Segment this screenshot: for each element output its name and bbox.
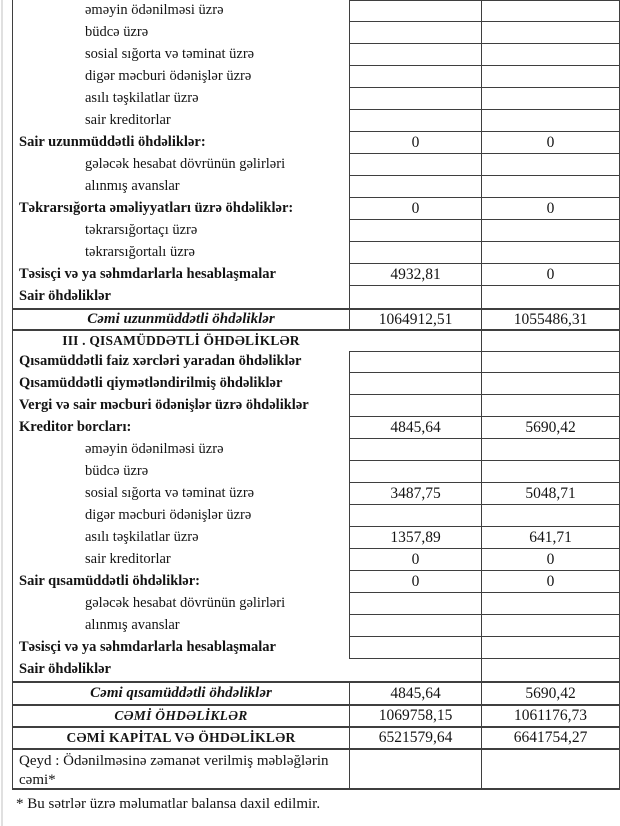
value-cell-previous: 1061176,73: [481, 706, 619, 726]
table-row: [13, 286, 619, 308]
value-cell-current: 0: [349, 571, 481, 593]
table-row: [13, 220, 619, 242]
value-cell-previous: 5048,71: [481, 483, 619, 505]
table-row: [13, 242, 619, 264]
value-cell-current: 1069758,15: [349, 706, 481, 726]
value-cell-current: [349, 439, 481, 461]
row-label: Cəmi uzunmüddətli öhdəliklər: [87, 310, 275, 327]
value-cell-previous: 0: [481, 549, 619, 571]
table-row: [13, 110, 619, 132]
row-label: digər məcburi ödənişlər üzrə: [85, 68, 252, 85]
value-cell-current: 4845,64: [349, 683, 481, 704]
table-row: [13, 505, 619, 527]
value-cell-current: [349, 659, 481, 681]
value-cell-current: [349, 66, 481, 88]
table-row: [13, 527, 619, 549]
table-row: [13, 615, 619, 637]
table-row: [13, 571, 619, 593]
value-cell-current: 0: [349, 549, 481, 571]
row-label: Qısamüddətli qiymətləndirilmiş öhdəliklər: [19, 375, 283, 392]
row-label: sair kreditorlar: [85, 112, 171, 129]
row-label: təkrarsığortalı üzrə: [85, 244, 195, 261]
row-label: asılı təşkilatlar üzrə: [85, 529, 199, 546]
value-cell-current: 1064912,51: [349, 310, 481, 329]
table-row: [13, 44, 619, 66]
table-row: [13, 704, 619, 726]
value-cell-previous: [481, 154, 619, 176]
table-row: [13, 659, 619, 681]
value-cell-previous: [481, 637, 619, 659]
value-cell-current: [349, 461, 481, 483]
row-label: əməyin ödənilməsi üzrə: [85, 441, 224, 458]
row-label: sair kreditorlar: [85, 551, 171, 568]
row-label: sosial sığorta və təminat üzrə: [85, 485, 255, 502]
value-cell-current: 3487,75: [349, 483, 481, 505]
table-row: [13, 726, 619, 748]
value-cell-current: 4932,81: [349, 264, 481, 286]
row-label: alınmış avanslar: [85, 617, 180, 634]
row-label: alınmış avanslar: [85, 178, 180, 195]
row-label: Qeyd : Ödənilməsinə zəmanət verilmiş məbləğlərin cəmi*: [19, 753, 329, 788]
table-row: [13, 66, 619, 88]
table-row: [13, 176, 619, 198]
row-label: büdcə üzrə: [85, 24, 149, 41]
value-cell-previous: 0: [481, 571, 619, 593]
table-row: [13, 681, 619, 704]
row-label: Qısamüddətli faiz xərcləri yaradan öhdəliklər: [19, 353, 302, 370]
value-cell-previous: [481, 331, 619, 351]
value-cell-previous: [481, 242, 619, 264]
value-cell-previous: [481, 373, 619, 395]
value-cell-current: [349, 176, 481, 198]
row-label: Vergi və sair məcburi ödənişlər üzrə öhdəliklər: [19, 397, 309, 414]
value-cell-current: [349, 44, 481, 66]
value-cell-previous: [481, 351, 619, 373]
value-cell-current: [349, 0, 481, 22]
row-label: Cəmi qısamüddətli öhdəliklər: [90, 684, 272, 701]
value-cell-previous: [481, 286, 619, 308]
balance-table: [12, 0, 620, 790]
value-cell-current: 4845,64: [349, 417, 481, 439]
row-label: Sair qısamüddətli öhdəliklər:: [19, 573, 201, 590]
table-row: [13, 88, 619, 110]
value-cell-previous: 0: [481, 132, 619, 154]
row-label: CƏMİ ÖHDƏLİKLƏR: [114, 707, 248, 723]
row-label: Sair öhdəliklər: [19, 661, 111, 678]
value-cell-previous: [481, 395, 619, 417]
row-label: gələcək hesabat dövrünün gəlirləri: [85, 595, 286, 612]
value-cell-current: [349, 88, 481, 110]
value-cell-current: [349, 395, 481, 417]
table-row: [13, 483, 619, 505]
value-cell-previous: [481, 176, 619, 198]
table-row: [13, 0, 619, 22]
value-cell-current: [349, 637, 481, 659]
table-row: [13, 549, 619, 571]
table-row: [13, 331, 619, 351]
value-cell-current: [349, 750, 481, 788]
table-row: [13, 439, 619, 461]
row-label: Təsisçi və ya səhmdarlarla hesablaşmalar: [19, 639, 276, 656]
row-label: digər məcburi ödənişlər üzrə: [85, 507, 252, 524]
value-cell-current: [349, 593, 481, 615]
table-row: [13, 351, 619, 373]
value-cell-previous: 641,71: [481, 527, 619, 549]
table-row: [13, 395, 619, 417]
value-cell-previous: [481, 66, 619, 88]
row-label: gələcək hesabat dövrünün gəlirləri: [85, 156, 286, 173]
table-row: [13, 417, 619, 439]
value-cell-previous: [481, 0, 619, 22]
value-cell-previous: [481, 750, 619, 788]
value-cell-current: 6521579,64: [349, 728, 481, 748]
row-label: Kreditor borcları:: [19, 419, 132, 436]
value-cell-previous: [481, 505, 619, 527]
row-label: CƏMİ KAPİTAL VƏ ÖHDƏLİKLƏR: [66, 729, 296, 745]
table-row: [13, 132, 619, 154]
value-cell-previous: [481, 220, 619, 242]
value-cell-current: 1357,89: [349, 527, 481, 549]
value-cell-current: [349, 242, 481, 264]
value-cell-current: 0: [349, 132, 481, 154]
table-row: [13, 373, 619, 395]
value-cell-current: [349, 286, 481, 308]
table-row: [13, 154, 619, 176]
value-cell-previous: [481, 659, 619, 681]
table-row: [13, 593, 619, 615]
value-cell-previous: 0: [481, 198, 619, 220]
row-label: əməyin ödənilməsi üzrə: [85, 2, 224, 19]
row-label: Sair uzunmüddətli öhdəliklər:: [19, 134, 206, 151]
value-cell-current: [349, 351, 481, 373]
row-label: Sair öhdəliklər: [19, 288, 111, 305]
row-label: təkrarsığortaçı üzrə: [85, 222, 198, 239]
table-row: [13, 461, 619, 483]
table-row: [13, 22, 619, 44]
row-label: büdcə üzrə: [85, 463, 149, 480]
value-cell-current: [349, 373, 481, 395]
row-label: asılı təşkilatlar üzrə: [85, 90, 199, 107]
value-cell-current: [349, 220, 481, 242]
value-cell-current: [349, 22, 481, 44]
value-cell-current: [349, 331, 481, 351]
value-cell-previous: [481, 22, 619, 44]
table-row: [13, 748, 619, 790]
table-row: [13, 264, 619, 286]
row-label: sosial sığorta və təminat üzrə: [85, 46, 255, 63]
value-cell-previous: [481, 615, 619, 637]
row-label: Təkrarsığorta əməliyyatları üzrə öhdəliklər:: [19, 200, 294, 217]
table-row: [13, 637, 619, 659]
value-cell-previous: 1055486,31: [481, 310, 619, 329]
value-cell-previous: [481, 461, 619, 483]
value-cell-previous: [481, 110, 619, 132]
value-cell-previous: [481, 88, 619, 110]
value-cell-current: [349, 154, 481, 176]
value-cell-previous: 6641754,27: [481, 728, 619, 748]
footnote: * Bu sətrlər üzrə məlumatlar balansa daxil edilmir.: [16, 796, 321, 812]
value-cell-previous: 5690,42: [481, 417, 619, 439]
value-cell-previous: [481, 44, 619, 66]
table-row: [13, 198, 619, 220]
row-label: Təsisçi və ya səhmdarlarla hesablaşmalar: [19, 266, 276, 283]
table-row: [13, 308, 619, 331]
value-cell-previous: 5690,42: [481, 683, 619, 704]
value-cell-previous: [481, 593, 619, 615]
value-cell-current: 0: [349, 198, 481, 220]
value-cell-current: [349, 110, 481, 132]
value-cell-previous: 0: [481, 264, 619, 286]
value-cell-previous: [481, 439, 619, 461]
row-label: III . QISAMÜDDƏTLİ ÖHDƏLİKLƏR: [62, 332, 300, 348]
value-cell-current: [349, 505, 481, 527]
value-cell-current: [349, 615, 481, 637]
